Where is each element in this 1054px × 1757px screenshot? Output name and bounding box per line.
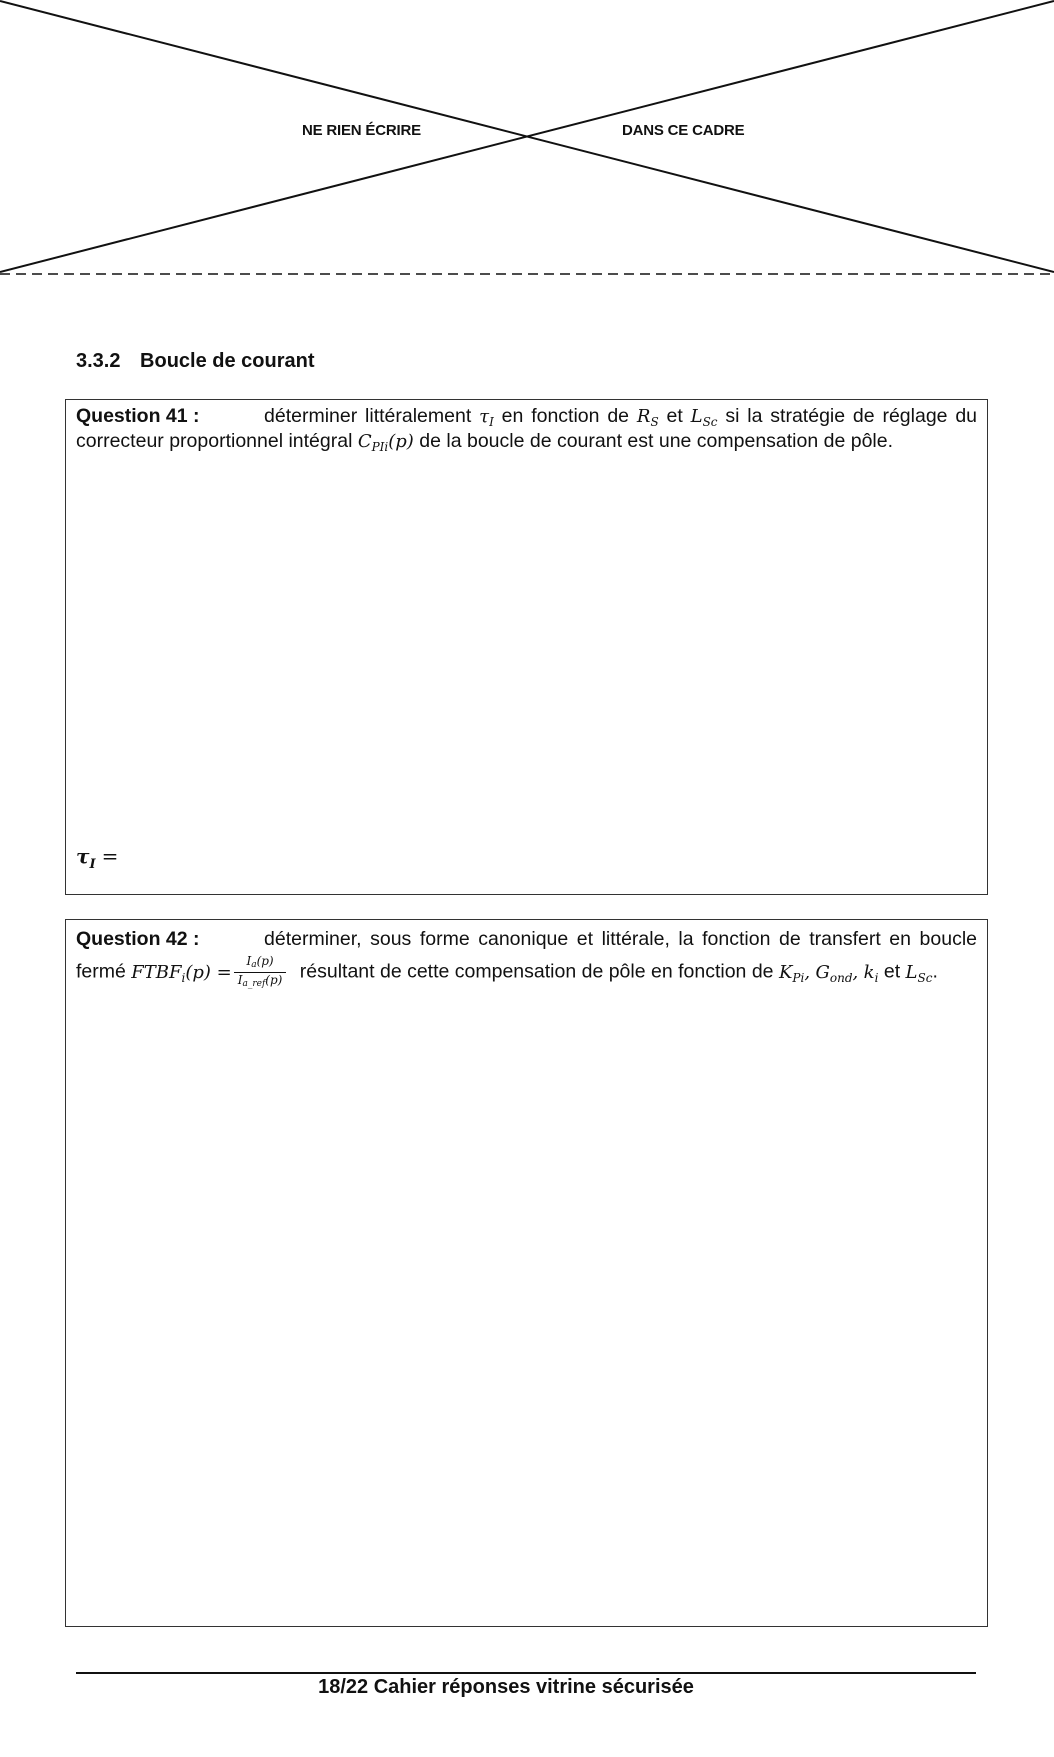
section-title: Boucle de courant	[140, 350, 315, 372]
q42-text-2: résultant de cette compensation de pôle en fonction de	[299, 960, 774, 983]
lsc-symbol-2: $L_{Sc}$	[905, 961, 933, 985]
cpii-symbol: $C_{PIi}(p)$	[357, 431, 414, 454]
q42-text-1: déterminer, sous forme canonique et littérale, la fonction de transfert en boucle fermé	[76, 928, 977, 983]
tau-i-symbol: $\tau_I$	[479, 406, 494, 429]
ftbf-symbol: $FTBF_i(p)$ =	[131, 961, 232, 985]
q41-text-4: si la stratégie de réglage du correcteur proportionnel intégral	[76, 405, 978, 452]
page-footer: 18/22 Cahier réponses vitrine sécurisée	[318, 1676, 694, 1698]
section-heading	[76, 350, 315, 373]
no-write-text-right: DANS CE CADRE	[622, 122, 745, 139]
question-42-text	[76, 924, 977, 991]
question-42-label: Question 42 :	[76, 928, 200, 950]
section-number: 3.3.2	[76, 350, 121, 372]
lsc-symbol: $L_{Sc}$	[690, 406, 718, 429]
q41-text-3: et	[666, 405, 683, 427]
rs-symbol: $R_S$	[636, 406, 659, 429]
q42-text-4: .	[932, 960, 938, 983]
q42-text-3: et	[883, 960, 901, 983]
current-ratio-fraction: $\frac{I_a(p)}{I_{a\_ref}(p)}$	[234, 954, 287, 991]
kpi-symbol: $K_{Pi}$,	[778, 961, 811, 985]
q41-text-1: déterminer littéralement	[264, 405, 472, 427]
footer-rule	[76, 1672, 976, 1674]
q41-text-5: de la boucle de courant est une compensation de pôle.	[419, 430, 894, 452]
no-write-cross	[0, 0, 1054, 280]
question-41-text	[76, 404, 977, 454]
no-write-text-left: NE RIEN ÉCRIRE	[302, 122, 421, 139]
question-41-box[interactable]	[65, 399, 988, 895]
question-41-label: Question 41 :	[76, 405, 200, 427]
tau-i-answer-label: $\tau_I$ =	[76, 844, 119, 872]
q41-text-2: en fonction de	[501, 405, 630, 427]
ki-symbol: $k_i$	[863, 961, 879, 985]
question-42-box[interactable]	[65, 919, 988, 1627]
gond-symbol: $G_{ond}$,	[815, 961, 859, 985]
